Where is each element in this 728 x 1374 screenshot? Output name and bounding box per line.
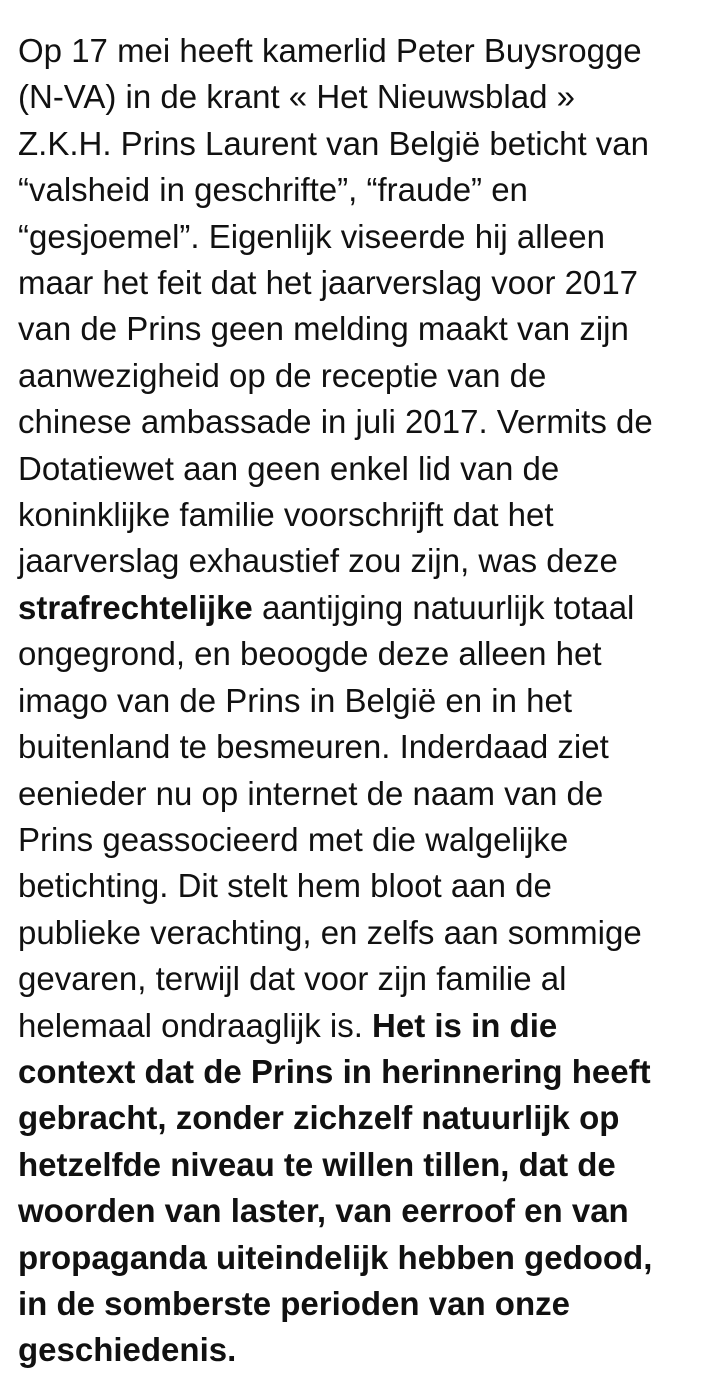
bold-text-span: gebracht, zonder zichzelf natuurlijk op (18, 1099, 620, 1137)
bold-text-span: hetzelfde niveau te willen tillen, dat de (18, 1145, 616, 1183)
text-line (18, 1235, 718, 1281)
text-line (18, 817, 718, 863)
text-line (18, 1188, 718, 1234)
text-span: helemaal ondraaglijk is. (18, 1006, 373, 1044)
text-line (18, 1142, 718, 1188)
text-line (18, 956, 718, 1002)
text-span: jaarverslag exhaustief zou zijn, was deze (18, 542, 618, 580)
text-span: publieke verachting, en zelfs aan sommige (18, 913, 642, 951)
text-span: buitenland te besmeuren. Inderdaad ziet (18, 728, 609, 766)
text-line (18, 863, 718, 909)
text-span: Z.K.H. Prins Laurent van België beticht van (18, 124, 649, 162)
text-line (18, 1281, 718, 1327)
bold-text-span: Het is in die (372, 1006, 558, 1044)
text-span: chinese ambassade in juli 2017. Vermits de (18, 403, 653, 441)
text-span: imago van de Prins in België en in het (18, 681, 573, 719)
text-line (18, 724, 718, 770)
bold-text-span: geschiedenis. (18, 1331, 237, 1369)
text-span: aantijging natuurlijk totaal (252, 588, 635, 626)
text-line (18, 585, 718, 631)
text-line (18, 1049, 718, 1095)
text-span: Dotatiewet aan geen enkel lid van de (18, 449, 560, 487)
text-line (18, 910, 718, 956)
bold-text-span: in de somberste perioden van onze (18, 1284, 570, 1322)
text-line (18, 121, 718, 167)
text-line (18, 306, 718, 352)
text-span: betichting. Dit stelt hem bloot aan de (18, 867, 552, 905)
text-line (18, 538, 718, 584)
text-line (18, 631, 718, 677)
bold-text-span: strafrechtelijke (18, 588, 253, 626)
text-line (18, 492, 718, 538)
text-line (18, 74, 718, 120)
bold-text-span: context dat de Prins in herinnering heeft (18, 1052, 651, 1090)
bold-text-span: propaganda uiteindelijk hebben gedood, (18, 1238, 653, 1276)
text-span: Prins geassocieerd met die walgelijke (18, 820, 569, 858)
text-span: (N-VA) in de krant « Het Nieuwsblad » (18, 78, 575, 116)
bold-text-span: woorden van laster, van eerroof en van (18, 1192, 629, 1230)
text-span: “valsheid in geschrifte”, “fraude” en (18, 171, 528, 209)
text-line (18, 1003, 718, 1049)
text-span: koninklijke familie voorschrijft dat het (18, 496, 554, 534)
text-line (18, 260, 718, 306)
text-line (18, 167, 718, 213)
text-line (18, 214, 718, 260)
text-line (18, 28, 718, 74)
text-span: aanwezigheid op de receptie van de (18, 356, 547, 394)
text-span: van de Prins geen melding maakt van zijn (18, 310, 629, 348)
text-line (18, 1327, 718, 1373)
text-line (18, 446, 718, 492)
text-line (18, 678, 718, 724)
text-line (18, 353, 718, 399)
text-line (18, 399, 718, 445)
text-span: maar het feit dat het jaarverslag voor 2017 (18, 264, 639, 302)
text-span: gevaren, terwijl dat voor zijn familie al (18, 960, 567, 998)
text-line (18, 771, 718, 817)
statement-paragraph (18, 28, 718, 1374)
text-span: eenieder nu op internet de naam van de (18, 774, 604, 812)
text-line (18, 1095, 718, 1141)
text-span: ongegrond, en beoogde deze alleen het (18, 635, 602, 673)
text-span: “gesjoemel”. Eigenlijk viseerde hij alleen (18, 217, 605, 255)
text-span: Op 17 mei heeft kamerlid Peter Buysrogge (18, 32, 642, 69)
